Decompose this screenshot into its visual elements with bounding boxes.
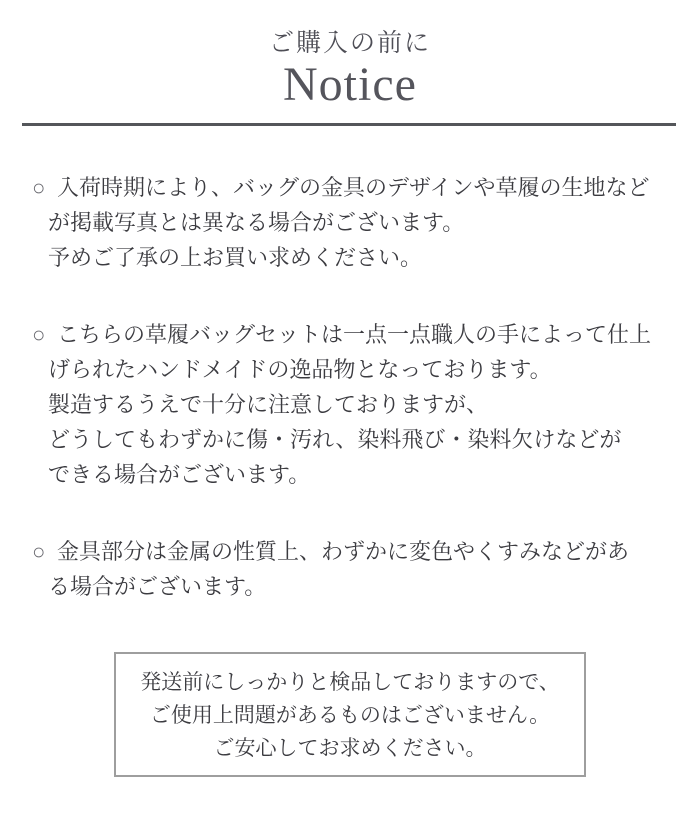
notice-line: る場合がございます。 xyxy=(48,574,267,599)
notice-item-stock xyxy=(32,170,674,275)
notice-list xyxy=(0,170,700,604)
notice-line: 予めご了承の上お買い求めください。 xyxy=(48,245,423,270)
circle-bullet-icon: ○ xyxy=(32,539,46,564)
notice-item-handmade xyxy=(32,317,674,492)
notice-line: 製造するうえで十分に注意しておりますが、 xyxy=(48,392,489,417)
assurance-line: ご使用上問題があるものはございません。 xyxy=(149,704,551,727)
notice-line: こちらの草履バッグセットは一点一点職人の手によって仕上 xyxy=(57,322,652,347)
page-title: Notice xyxy=(283,58,417,111)
notice-line: が掲載写真とは異なる場合がございます。 xyxy=(48,210,465,235)
assurance-line: 発送前にしっかりと検品しておりますので、 xyxy=(140,671,560,694)
notice-line: 金具部分は金属の性質上、わずかに変色やくすみなどがあ xyxy=(57,539,630,564)
notice-line: できる場合がございます。 xyxy=(48,462,311,487)
page-subtitle: ご購入の前に xyxy=(268,30,431,57)
header-divider xyxy=(22,123,676,126)
page-header xyxy=(0,0,700,110)
circle-bullet-icon: ○ xyxy=(32,322,46,347)
notice-line: げられたハンドメイドの逸品物となっております。 xyxy=(48,357,552,382)
assurance-line: ご安心してお求めください。 xyxy=(213,737,487,760)
notice-line: 入荷時期により、バッグの金具のデザインや草履の生地など xyxy=(57,175,650,200)
assurance-box xyxy=(114,652,586,777)
circle-bullet-icon: ○ xyxy=(32,175,46,200)
notice-line: どうしてもわずかに傷・汚れ、染料飛び・染料欠けなどが xyxy=(48,427,622,452)
notice-item-metal xyxy=(32,534,674,604)
